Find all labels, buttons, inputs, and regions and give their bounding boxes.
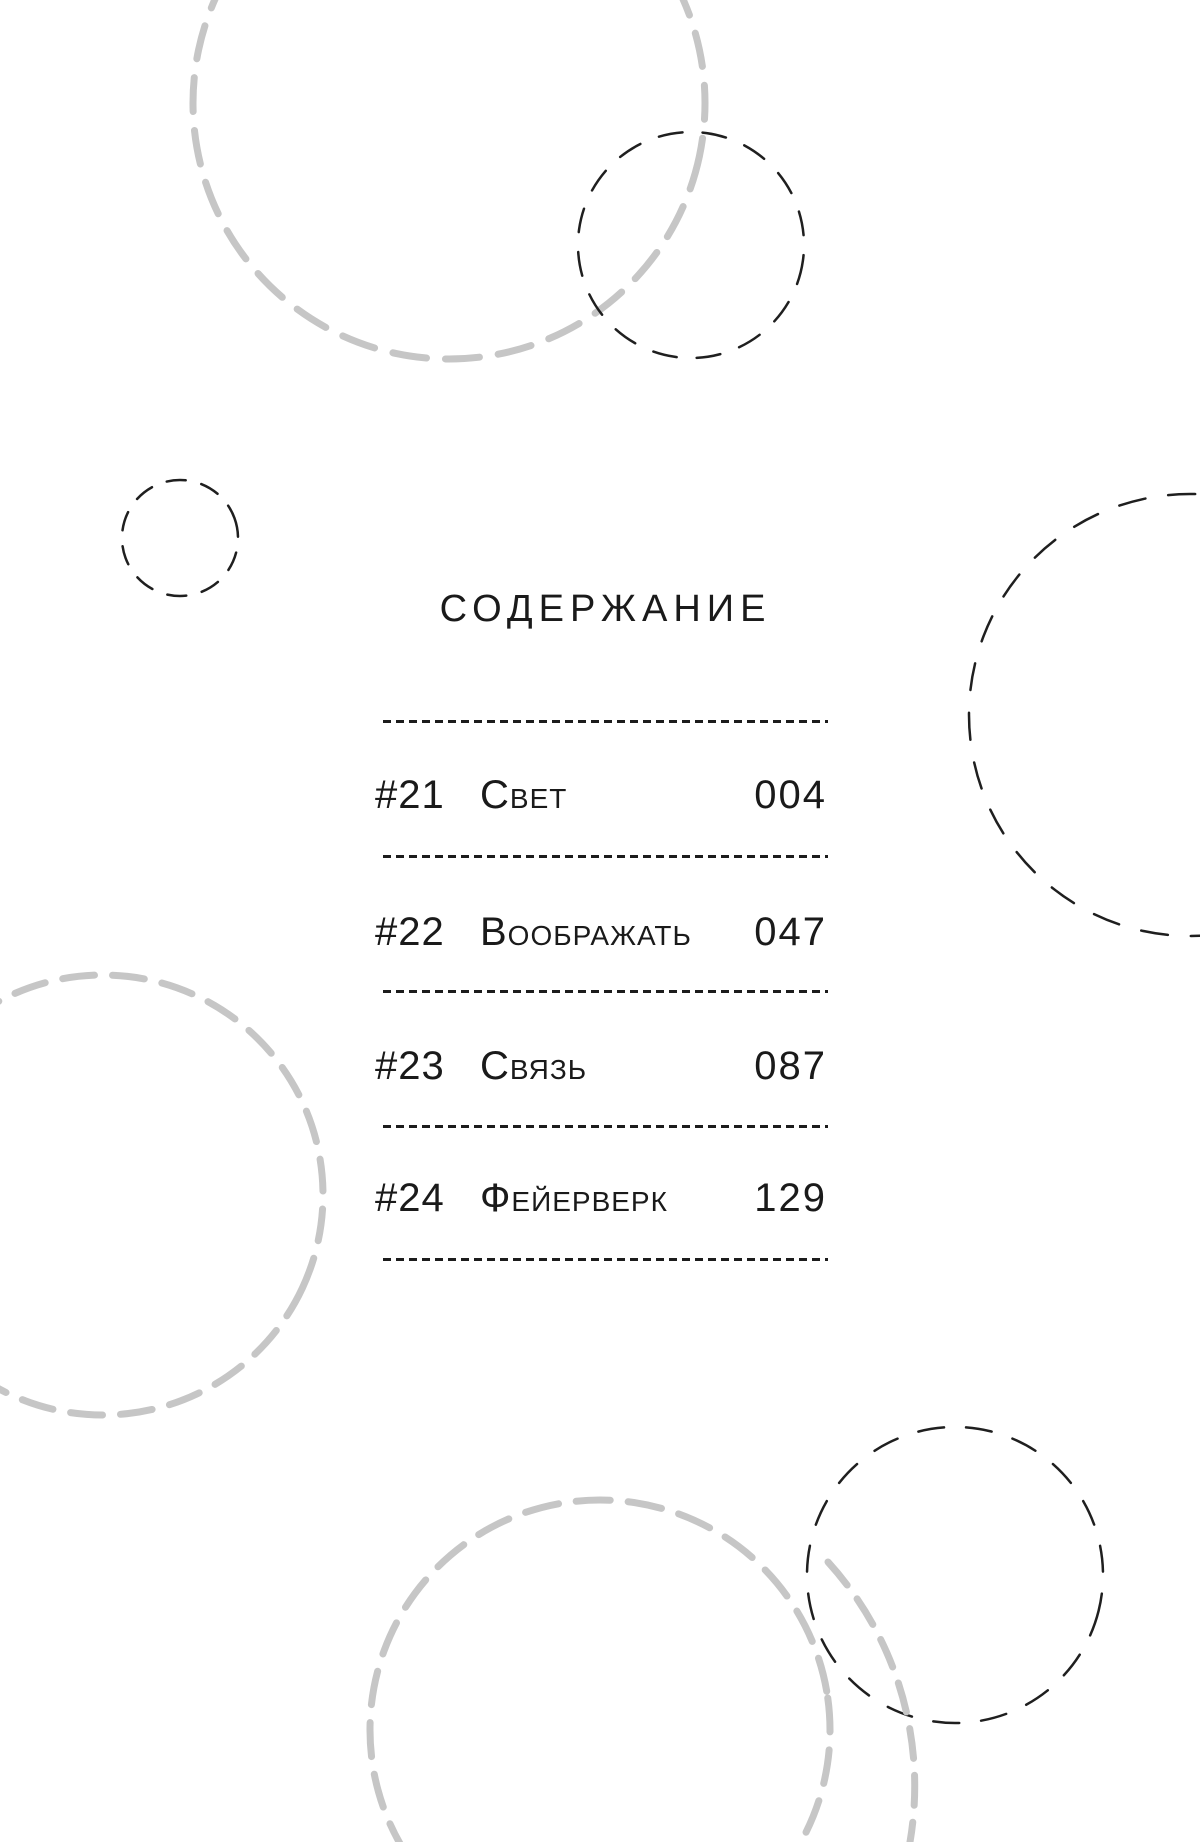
chapter-page: 087: [754, 1043, 827, 1088]
page-title: СОДЕРЖАНИЕ: [439, 588, 772, 630]
dashed-divider: [383, 1125, 828, 1128]
dark-dashed-circle-small-left: [106, 464, 255, 613]
dark-dashed-circle-right: [951, 476, 1200, 955]
chapter-page: 004: [754, 772, 827, 817]
toc-entry: [375, 907, 827, 957]
toc-entry: [375, 1041, 827, 1091]
chapter-title: Фейерверк: [480, 1175, 668, 1220]
chapter-number: #24: [375, 1175, 445, 1220]
gray-dashed-arc-bottom-right: [828, 1562, 915, 1842]
dashed-divider: [383, 990, 828, 993]
gray-dashed-circle-middle-left: [0, 903, 395, 1488]
chapter-title: Связь: [480, 1043, 588, 1088]
chapter-page: 129: [754, 1175, 827, 1220]
chapter-number: #23: [375, 1043, 445, 1088]
chapter-title: Воображать: [480, 909, 692, 954]
dashed-divider: [383, 1258, 828, 1261]
gray-dashed-circle-top-left: [145, 0, 752, 407]
chapter-page: 047: [754, 909, 827, 954]
gray-dashed-circle-bottom-center: [340, 1470, 860, 1842]
dashed-divider: [383, 720, 828, 723]
toc-entry: [375, 1173, 827, 1223]
chapter-title: Свет: [480, 772, 568, 817]
dark-dashed-circle-top-middle: [563, 117, 818, 372]
chapter-number: #21: [375, 772, 445, 817]
toc-entry: [375, 770, 827, 820]
dashed-divider: [383, 855, 828, 858]
chapter-number: #22: [375, 909, 445, 954]
